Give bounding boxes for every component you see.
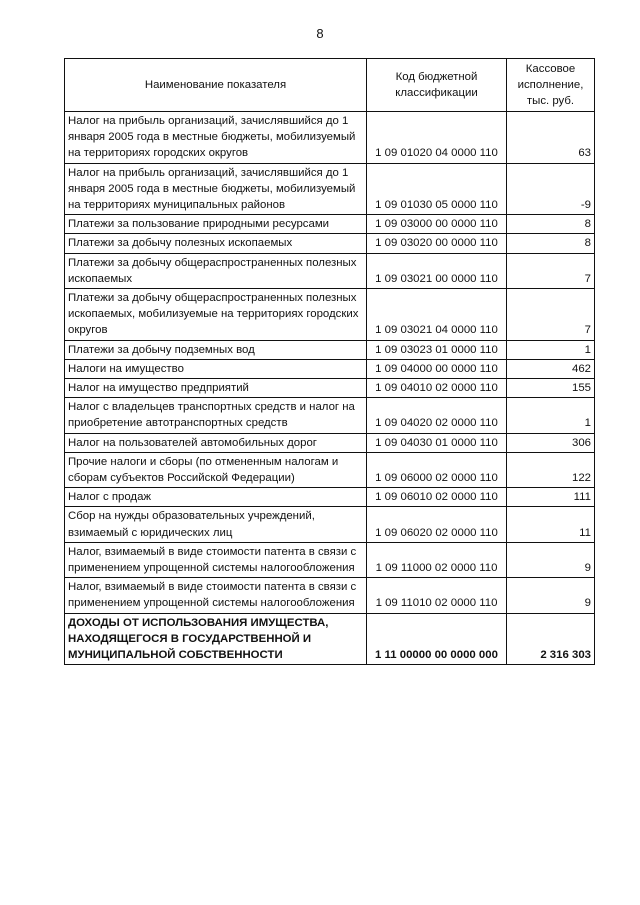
row-name-cell: Налог, взимаемый в виде стоимости патента в связи с применением упрощенной системы налогообложения [65,542,367,577]
row-name-cell: Платежи за добычу общераспространенных полезных ископаемых, мобилизуемые на территориях городских округов [65,289,367,341]
row-code-cell: 1 09 03021 00 0000 110 [367,253,507,288]
row-code-cell: 1 09 06010 02 0000 110 [367,488,507,507]
row-value-cell: 122 [507,452,595,487]
table-row [65,253,595,288]
row-code-cell: 1 09 01020 04 0000 110 [367,112,507,164]
row-code-cell: 1 09 04020 02 0000 110 [367,398,507,433]
row-name-cell: Платежи за добычу общераспространенных полезных ископаемых [65,253,367,288]
table-row [65,340,595,359]
row-name-cell: Налог, взимаемый в виде стоимости патента в связи с применением упрощенной системы налогообложения [65,578,367,613]
table-row [65,215,595,234]
row-name-cell: Прочие налоги и сборы (по отмененным налогам и сборам субъектов Российской Федерации) [65,452,367,487]
row-value-cell: 7 [507,253,595,288]
row-value-cell: 7 [507,289,595,341]
table-header-row [65,59,595,112]
row-code-cell: 1 09 04010 02 0000 110 [367,379,507,398]
row-value-cell: 155 [507,379,595,398]
row-code-cell: 1 09 06000 02 0000 110 [367,452,507,487]
table-row [65,289,595,341]
header-name: Наименование показателя [65,59,367,112]
table-row [65,163,595,215]
row-code-cell: 1 09 04030 01 0000 110 [367,433,507,452]
row-value-cell: 9 [507,542,595,577]
row-value-cell: 1 [507,398,595,433]
row-code-cell: 1 11 00000 00 0000 000 [367,613,507,665]
row-value-cell: 306 [507,433,595,452]
row-name-cell: Платежи за добычу полезных ископаемых [65,234,367,253]
table-row [65,359,595,378]
table-row [65,112,595,164]
row-value-cell: 9 [507,578,595,613]
budget-table [64,58,595,665]
row-code-cell: 1 09 03000 00 0000 110 [367,215,507,234]
table-row [65,433,595,452]
row-value-cell: 63 [507,112,595,164]
table-row [65,452,595,487]
row-code-cell: 1 09 03021 04 0000 110 [367,289,507,341]
row-value-cell: -9 [507,163,595,215]
row-code-cell: 1 09 03020 00 0000 110 [367,234,507,253]
row-value-cell: 8 [507,215,595,234]
row-code-cell: 1 09 11000 02 0000 110 [367,542,507,577]
header-code: Код бюджетной классификации [367,59,507,112]
row-code-cell: 1 09 06020 02 0000 110 [367,507,507,542]
row-code-cell: 1 09 01030 05 0000 110 [367,163,507,215]
row-name-cell: Налог с продаж [65,488,367,507]
row-code-cell: 1 09 04000 00 0000 110 [367,359,507,378]
table-row [65,398,595,433]
row-value-cell: 11 [507,507,595,542]
table-row [65,234,595,253]
row-name-cell: ДОХОДЫ ОТ ИСПОЛЬЗОВАНИЯ ИМУЩЕСТВА, НАХОДЯЩЕГОСЯ В ГОСУДАРСТВЕННОЙ И МУНИЦИПАЛЬНОЙ СОБСТВЕННОСТИ [65,613,367,665]
row-name-cell: Налог с владельцев транспортных средств и налог на приобретение автотранспортных средств [65,398,367,433]
table-row [65,578,595,613]
row-name-cell: Сбор на нужды образовательных учреждений, взимаемый с юридических лиц [65,507,367,542]
row-value-cell: 111 [507,488,595,507]
row-name-cell: Платежи за пользование природными ресурсами [65,215,367,234]
page-number: 8 [316,26,324,41]
header-value: Кассовое исполнение, тыс. руб. [507,59,595,112]
row-code-cell: 1 09 03023 01 0000 110 [367,340,507,359]
row-name-cell: Налоги на имущество [65,359,367,378]
row-value-cell: 1 [507,340,595,359]
table-row-total [65,613,595,665]
table-row [65,379,595,398]
row-name-cell: Платежи за добычу подземных вод [65,340,367,359]
row-code-cell: 1 09 11010 02 0000 110 [367,578,507,613]
row-name-cell: Налог на имущество предприятий [65,379,367,398]
row-name-cell: Налог на пользователей автомобильных дорог [65,433,367,452]
row-name-cell: Налог на прибыль организаций, зачислявшийся до 1 января 2005 года в местные бюджеты, мобилизуемый на территориях городских округов [65,112,367,164]
table-row [65,542,595,577]
row-value-cell: 2 316 303 [507,613,595,665]
table-row [65,507,595,542]
table-row [65,488,595,507]
table-body [65,112,595,665]
row-value-cell: 8 [507,234,595,253]
row-value-cell: 462 [507,359,595,378]
row-name-cell: Налог на прибыль организаций, зачислявшийся до 1 января 2005 года в местные бюджеты, мобилизуемый на территориях муниципальных районов [65,163,367,215]
